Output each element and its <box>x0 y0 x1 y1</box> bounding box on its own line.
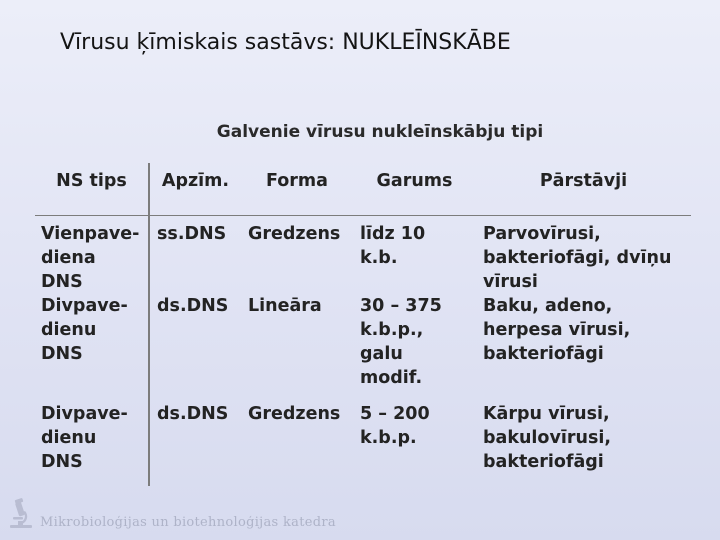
cell-line: Baku, adeno, <box>483 296 613 316</box>
cell-line: 5 – 200 <box>360 404 430 424</box>
header-ns-type: NS tips <box>35 163 149 205</box>
header-length: Garums <box>376 171 453 191</box>
cell-line: diena <box>41 248 96 268</box>
footer <box>8 500 336 534</box>
row-ns-type <box>35 390 149 486</box>
cell-line: DNS <box>41 452 83 472</box>
cell-line: ds.DNS <box>157 296 229 316</box>
cell-line: Gredzens <box>248 224 341 244</box>
cell-line: bakteriofāgi, dvīņu <box>483 248 672 268</box>
cell-line: DNS <box>41 272 83 292</box>
row-length <box>353 390 476 486</box>
cell-line: Kārpu vīrusi, <box>483 404 610 424</box>
row-representatives <box>476 294 691 390</box>
cell-line: līdz 10 <box>360 224 426 244</box>
cell-line: ds.DNS <box>157 404 229 424</box>
row-ns-type <box>35 216 149 295</box>
cell-line: herpesa vīrusi, <box>483 320 631 340</box>
row-representatives <box>476 216 691 295</box>
cell-line: k.b.p., <box>360 320 424 340</box>
cell-line: Vienpave- <box>41 224 140 244</box>
row-abbreviation <box>149 294 241 390</box>
table-caption: Galvenie vīrusu nukleīnskābju tipi <box>216 122 544 142</box>
cell-line: ss.DNS <box>157 224 227 244</box>
cell-line: k.b. <box>360 248 398 268</box>
row-form <box>241 390 353 486</box>
cell-line: dienu <box>41 320 97 340</box>
header-separator <box>35 205 691 216</box>
row-representatives <box>476 390 691 486</box>
table-row <box>35 294 691 390</box>
cell-line: Gredzens <box>248 404 341 424</box>
nucleic-acid-table <box>35 163 691 486</box>
footer-text: Mikrobioloģijas un biotehnoloģijas katedra <box>40 515 336 530</box>
row-length <box>353 216 476 295</box>
header-abbreviation: Apzīm. <box>161 171 230 191</box>
cell-line: 30 – 375 <box>360 296 442 316</box>
cell-line: Parvovīrusi, <box>483 224 601 244</box>
header-representatives: Pārstāvji <box>539 171 628 191</box>
cell-line: Divpave- <box>41 404 128 424</box>
table-header-row <box>35 163 691 205</box>
cell-line: DNS <box>41 344 83 364</box>
row-ns-type <box>35 294 149 390</box>
row-length <box>353 294 476 390</box>
row-form <box>241 294 353 390</box>
header-form: Forma <box>266 171 328 191</box>
cell-line: bakteriofāgi <box>483 452 604 472</box>
row-form <box>241 216 353 295</box>
row-abbreviation <box>149 216 241 295</box>
cell-line: Divpave- <box>41 296 128 316</box>
cell-line: vīrusi <box>483 272 538 292</box>
cell-line: modif. <box>360 368 423 388</box>
cell-line: dienu <box>41 428 97 448</box>
cell-line: k.b.p. <box>360 428 417 448</box>
table-row <box>35 390 691 486</box>
row-abbreviation <box>149 390 241 486</box>
cell-line: Lineāra <box>248 296 322 316</box>
cell-line: bakulovīrusi, <box>483 428 612 448</box>
microscope-icon <box>8 497 34 534</box>
cell-line: bakteriofāgi <box>483 344 604 364</box>
table-row <box>35 216 691 295</box>
slide-title: Vīrusu ķīmiskais sastāvs: NUKLEĪNSKĀBE <box>60 30 511 55</box>
cell-line: galu <box>360 344 403 364</box>
